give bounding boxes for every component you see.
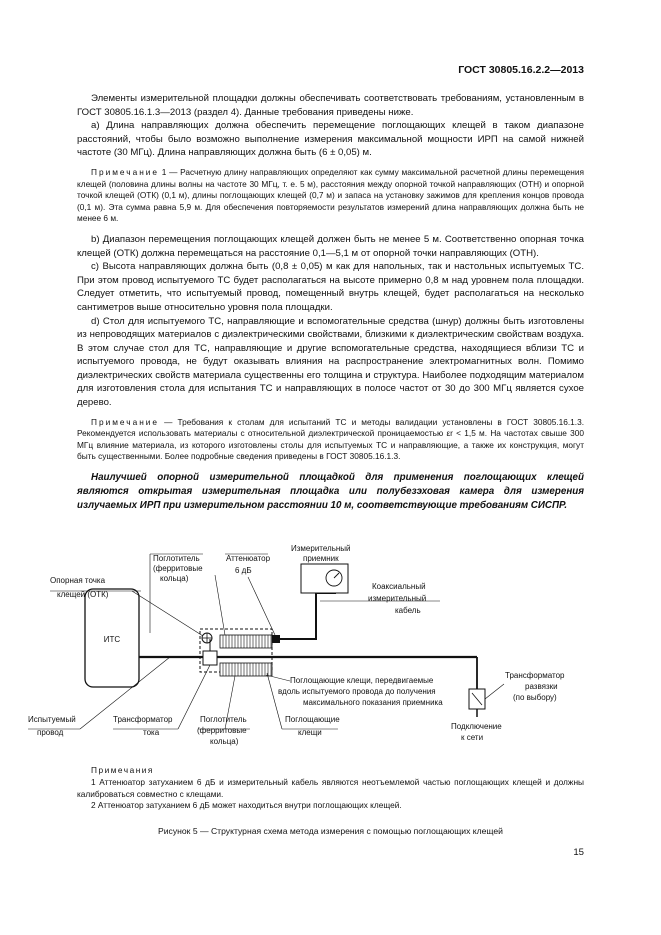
- absorber-top-label: Поглотитель (ферритовые кольца): [153, 554, 203, 583]
- notes-title: Примечания: [91, 765, 154, 775]
- note-1-text: 1 — Расчетную длину направляющих определяют как сумму максимальной расчетной длины перемещения клещей (половина длины волны на частоте 30 МГц, т. е. 5 м), расстояния между опорной точкой направляющих (ОТН) и опорной точкой клещей (ОТК) (0,1 м), длины поглощающих клещей (0,7 м) и запаса на установку зажимов для крепления концов провода (0,1 м). Эта сумма равна 5,9 м. Для обеспечения повторяемости результатов измерений длина направляющих должна быть не менее 6 м.: [77, 166, 584, 224]
- isolation-transformer-label: Трансформатор развязки (по выбору): [505, 671, 565, 702]
- receiver-label: Измерительный приемник: [291, 544, 351, 563]
- document-body: [77, 92, 584, 512]
- receiver-box: [301, 564, 348, 593]
- attenuator-box: [272, 635, 280, 643]
- document-id: ГОСТ 30805.16.2.2—2013: [458, 64, 584, 76]
- coax-label: Коаксиальный измерительный кабель: [368, 582, 427, 615]
- absorber-bottom-label: Поглотитель (ферритовые кольца): [197, 715, 247, 746]
- page-number: 15: [573, 847, 584, 858]
- note-1: [77, 167, 584, 225]
- paragraph-a: а) Длина направляющих должна обеспечить перемещение поглощающих клещей в таком диапазоне расстояний, чтобы было возможно выполнение измерения максимальной мощности ИРП на самой нижней частоте (30 МГц). Длина направляющих должна быть (6 ± 0,05) м.: [77, 120, 584, 159]
- note-item-2: 2 Аттенюатор затуханием 6 дБ может находиться внутри поглощающих клещей.: [91, 800, 402, 811]
- absorbing-clamps-label: Поглощающие клещи: [285, 715, 340, 737]
- current-transformer: [203, 651, 217, 665]
- note-2-label: Примечание: [91, 416, 160, 427]
- note-2-text: — Требования к столам для испытаний ТС и методы валидации установлены в ГОСТ 30805.16.1.3. Рекомендуется использовать материалы с относительной диэлектрической проницаемостью εr < 1,5 м. На частотах свыше 300 МГц влияние материала, из которого изготовлены столы для испытуемых ТС и направляющие, а также их конструкция, могут быть существенными. Более подробные сведения приведены в ГОСТ 30805.16.1.3.: [77, 416, 585, 462]
- mains-label: Подключение к сети: [451, 722, 502, 742]
- reference-point-label: Опорная точка клещей (ОТК): [50, 576, 109, 599]
- coax-cable: [280, 593, 336, 639]
- paragraph-b: b) Диапазон перемещения поглощающих клещей должен быть не менее 5 м. Соответственно опорная точка клещей (ОТК) должна перемещаться на расстояние 0,1—5,1 м от опорной точки направляющих (ОТН).: [77, 233, 584, 259]
- note-1-label: Примечание: [91, 166, 160, 177]
- figure-caption: Рисунок 5 — Структурная схема метода измерения с помощью поглощающих клещей: [158, 826, 503, 836]
- figure-notes: [77, 765, 584, 812]
- paragraph-best-site: Наилучшей опорной измерительной площадкой для применения поглощающих клещей являются открытая измерительная площадка или полубезэховая камера для измерения излучаемых ИРП при измерительном расстоянии 10 м, соответствующие требованиям СИСПР.: [77, 472, 584, 511]
- ferrite-bottom: [220, 663, 272, 676]
- note-item-1: 1 Аттенюатор затуханием 6 дБ и измерительный кабель являются неотъемлемой частью поглощающих клещей и должны калиброваться совместно с клещами.: [77, 776, 584, 799]
- paragraph-c: с) Высота направляющих должна быть (0,8 ± 0,05) м как для напольных, так и настольных испытуемых ТС. При этом провод испытуемого ТС будет располагаться на высоте примерно 0,8 м над уровнем пола площадки. Следует отметить, что испытуемый провод, помещенный внутрь клещей, будет располагаться на несколько сантиметров выше относительно уровня пола площадки.: [77, 261, 584, 313]
- test-wire-label: Испытуемый провод: [28, 715, 76, 737]
- paragraph-d: d) Стол для испытуемого ТС, направляющие и вспомогательные средства (шнур) должны быть изготовлены из непроводящих материалов с диэлектрическими свойствами, близкими к диэлектрическим свойствам воздуха. В этом случае стол для ТС, направляющие и другие вспомогательные средства, находящиеся вблизи ТС и испытуемого провода, не будут оказывать влияния на распространение электромагнитных волн. Помимо диэлектрических свойств материала существенны его толщина и структура. Наиболее подходящим материалом для изготовления стола для испытания ТС и направляющих в полосе частот от 30 до 300 МГц является сухое дерево.: [77, 315, 584, 409]
- measurement-diagram: [20, 541, 641, 756]
- clamp-description-label: Поглощающие клещи, передвигаемые вдоль испытуемого провода до получения максимального показания приемника: [278, 676, 443, 707]
- diagram-labels: [28, 544, 565, 746]
- its-label: ИТС: [103, 635, 121, 644]
- current-transformer-label: Трансформатор тока: [113, 715, 173, 737]
- paragraph-intro: Элементы измерительной площадки должны обеспечивать соответствовать требованиям, установленным в ГОСТ 30805.16.1.3—2013 (раздел 4). Данные требования приведены ниже.: [77, 93, 584, 118]
- note-2: [77, 417, 584, 463]
- attenuator-label: Аттенюатор 6 дБ: [226, 554, 271, 575]
- ferrite-top: [220, 635, 272, 648]
